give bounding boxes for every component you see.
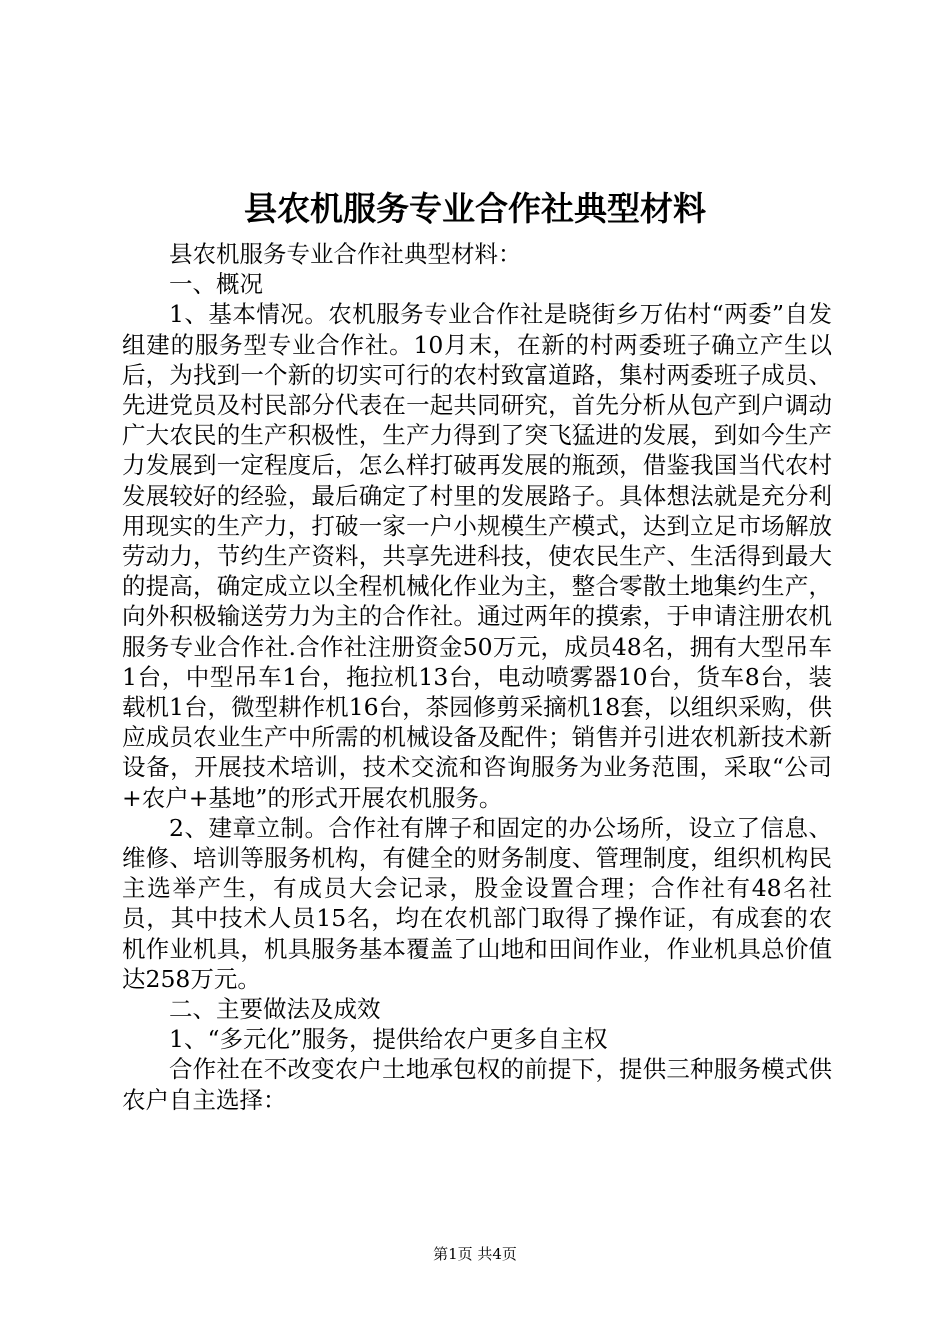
- paragraph-regulations: 2、建章立制。合作社有牌子和固定的办公场所，设立了信息、维修、培训等服务机构，有健全的财务制度、管理制度，组织机构民主选举产生，有成员大会记录，股金设置合理；合作社有48名社员，其中技术人员15名，均在农机部门取得了操作证，有成套的农机作业机具，机具服务基本覆盖了山地和田间作业，作业机具总价值达258万元。: [122, 813, 832, 993]
- section-heading-practices: 二、主要做法及成效: [169, 995, 381, 1024]
- paragraph-service-modes: 合作社在不改变农户土地承包权的前提下，提供三种服务模式供农户自主选择：: [122, 1055, 832, 1114]
- section-heading-overview: 一、概况: [169, 270, 263, 299]
- subheading-diversified-service: 1、“多元化”服务，提供给农户更多自主权: [169, 1025, 608, 1054]
- document-title: 县农机服务专业合作社典型材料: [244, 189, 706, 228]
- paragraph-intro: 县农机服务专业合作社典型材料：: [169, 240, 522, 268]
- document-body: [122, 239, 832, 1115]
- paragraph-basic-situation: 1、基本情况。农机服务专业合作社是晓街乡万佑村“两委”自发组建的服务型专业合作社。10月末，在新的村两委班子确立产生以后，为找到一个新的切实可行的农村致富道路，集村两委班子成员、先进党员及村民部分代表在一起共同研究，首先分析从包产到户调动广大农民的生产积极性，生产力得到了突飞猛进的发展，到如今生产力发展到一定程度后，怎么样打破再发展的瓶颈，借鉴我国当代农村发展较好的经验，最后确定了村里的发展路子。具体想法就是充分利用现实的生产力，打破一家一户小规模生产模式，达到立足市场解放劳动力，节约生产资料，共享先进科技，使农民生产、生活得到最大的提高，确定成立以全程机械化作业为主，整合零散土地集约生产，向外积极输送劳力为主的合作社。通过两年的摸索，于申请注册农机服务专业合作社.合作社注册资金50万元，成员48名，拥有大型吊车1台，中型吊车1台，拖拉机13台，电动喷雾器10台，货车8台，装载机1台，微型耕作机16台，茶园修剪采摘机18套，以组织采购，供应成员农业生产中所需的机械设备及配件；销售并引进农机新技术新设备，开展技术培训，技术交流和咨询服务为业务范围，采取“公司+农户+基地”的形式开展农机服务。: [122, 300, 832, 812]
- page-number-footer: 第1页 共4页: [433, 1245, 517, 1263]
